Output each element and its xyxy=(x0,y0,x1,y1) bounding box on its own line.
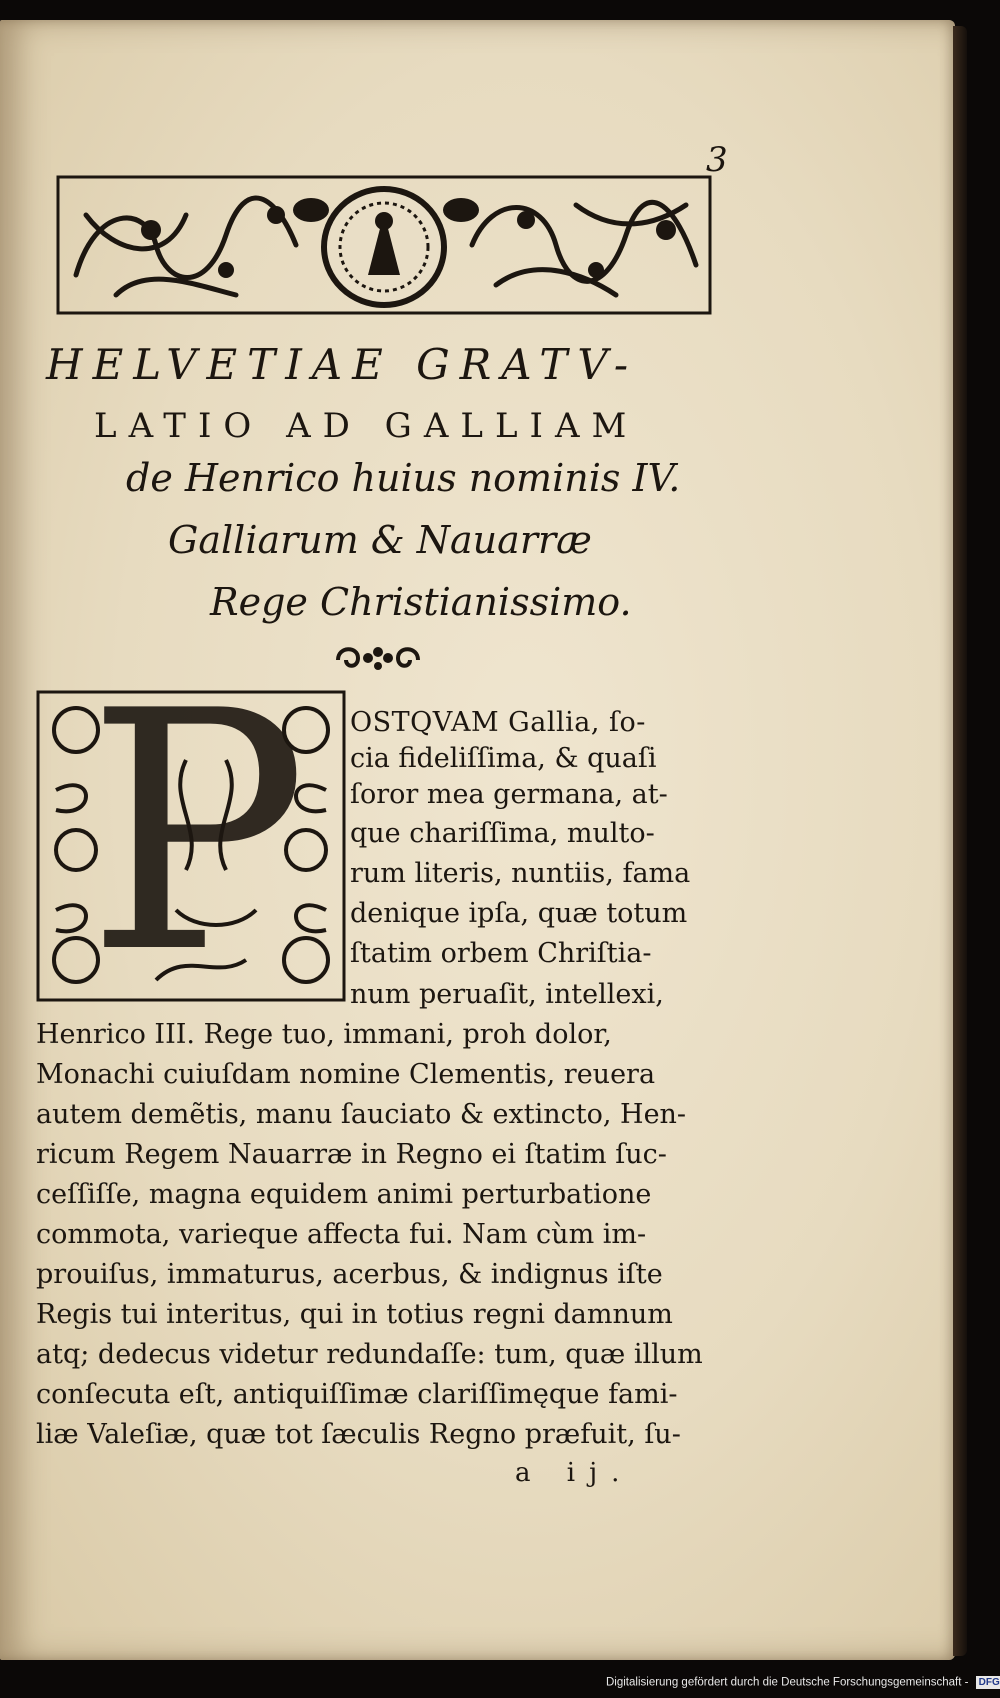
body-line: OSTQVAM Gallia, ſo- xyxy=(350,707,646,738)
body-line: ſtatim orbem Chriſtia- xyxy=(350,938,652,969)
body-line: rum literis, nuntiis, fama xyxy=(350,858,691,889)
body-line: denique ipſa, quæ totum xyxy=(350,898,688,929)
initial-letter: P xyxy=(86,641,309,1025)
title-line-3: de Henrico huius nominis IV. xyxy=(126,456,681,500)
footer-credit-text: Digitalisierung gefördert durch die Deutsche Forschungsgemeinschaft - xyxy=(606,1676,969,1689)
body-line: Regis tui interitus, qui in totius regni damnum xyxy=(36,1299,673,1330)
body-line: atq; dedecus videtur redundaſſe: tum, quæ illum xyxy=(36,1339,703,1370)
body-line: ricum Regem Nauarræ in Regno ei ſtatim ſuc- xyxy=(36,1139,667,1170)
title-line-2: LATIO AD GALLIAM xyxy=(94,406,639,446)
dfg-logo: DFG xyxy=(976,1676,1000,1689)
footer-credit xyxy=(606,1676,1000,1696)
title-line-1: HELVETIAE GRATV- xyxy=(46,340,639,389)
body-line: commota, varieque affecta fui. Nam cùm im- xyxy=(36,1219,647,1250)
body-line: conſecuta eſt, antiquiſſimæ clariſſimęque fami- xyxy=(36,1379,678,1410)
ornamental-headpiece xyxy=(56,175,712,315)
body-line: num peruaſit, intellexi, xyxy=(350,979,664,1010)
body-line: ſoror mea germana, at- xyxy=(350,779,668,810)
body-line: ceſſiſſe, magna equidem animi perturbatione xyxy=(36,1179,652,1210)
signature-mark: a ij. xyxy=(515,1458,634,1488)
fleuron-ornament xyxy=(330,638,426,678)
title-line-4: Galliarum & Nauarræ xyxy=(168,518,592,562)
page-number: 3 xyxy=(706,140,728,180)
body-line: prouiſus, immaturus, acerbus, & indignus iſte xyxy=(36,1259,663,1290)
body-line: Henrico III. Rege tuo, immani, proh dolor, xyxy=(36,1019,612,1050)
body-line: autem demẽtis, manu ſauciato & extincto, Hen- xyxy=(36,1099,687,1130)
title-line-5: Rege Christianissimo. xyxy=(210,580,632,624)
body-line: que chariſſima, multo- xyxy=(350,818,655,849)
body-line: liæ Valeſiæ, quæ tot ſæculis Regno præfuit, ſu- xyxy=(36,1419,681,1450)
body-line: Monachi cuiuſdam nomine Clementis, reuera xyxy=(36,1059,656,1090)
decorated-initial xyxy=(36,641,346,1025)
body-line: cia fideliſſima, & quaſi xyxy=(350,743,657,774)
book-page xyxy=(0,20,955,1660)
